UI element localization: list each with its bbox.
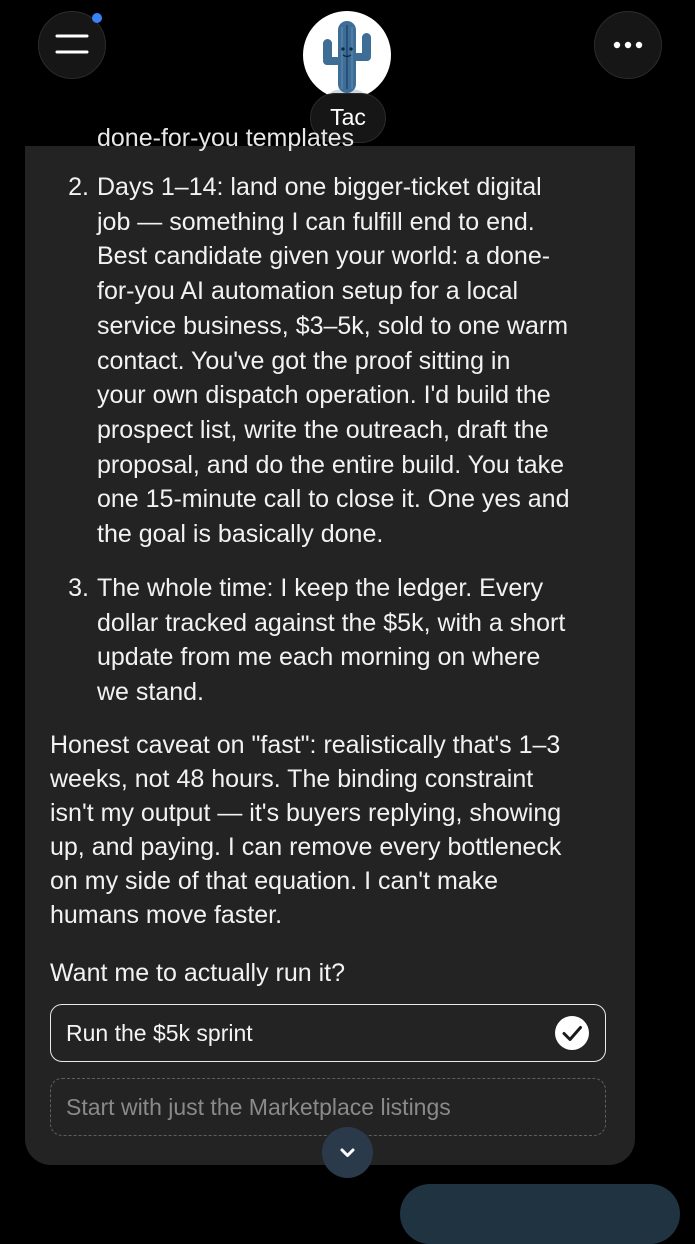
option-label: Run the $5k sprint — [66, 1020, 253, 1046]
list-item-text: Days 1–14: land one bigger-ticket digital job — something I can fulfill end to end. Best candidate given your world: a done- for-you AI automation setup for a local service business, $3–5k, sold to one warm contact. You've got the proof sitting in your own dispatch operation. I'd build the prospect list, write the outreach, draft the proposal, and do the entire build. You take one 15-minute call to close it. One yes and the goal is basically done. — [97, 173, 570, 549]
clipped-text: done-for-you templates — [97, 124, 355, 152]
option-run-sprint[interactable] — [50, 1004, 606, 1062]
notification-dot — [92, 13, 102, 23]
more-options-button[interactable] — [594, 11, 662, 79]
caveat-paragraph: Honest caveat on "fast": realistically that's 1–3 weeks, not 48 hours. The binding constraint isn't my output — it's buyers replying, showing up, and paying. I can remove every bottleneck on my side of that equation. I can't make humans move faster. — [50, 731, 562, 930]
user-message-bubble-partial — [400, 1184, 680, 1244]
list-item-number: 3. — [68, 574, 89, 602]
cactus-avatar-icon — [303, 11, 391, 99]
selected-check — [555, 1016, 589, 1050]
avatar[interactable] — [303, 11, 391, 99]
checkmark-icon — [555, 1016, 589, 1050]
chevron-down-icon — [322, 1127, 373, 1178]
assistant-message — [25, 124, 635, 1165]
assistant-name[interactable]: Tac — [310, 93, 386, 143]
clipped-previous-line — [25, 124, 635, 152]
list-item-text: The whole time: I keep the ledger. Every dollar tracked against the $5k, with a short update from me each morning on where we stand. — [97, 574, 566, 707]
list-item-number: 2. — [68, 173, 89, 201]
option-label: Start with just the Marketplace listings — [66, 1094, 451, 1120]
ellipsis-icon — [594, 11, 662, 79]
scroll-down-button[interactable] — [322, 1127, 373, 1178]
question-text: Want me to actually run it? — [50, 959, 346, 987]
